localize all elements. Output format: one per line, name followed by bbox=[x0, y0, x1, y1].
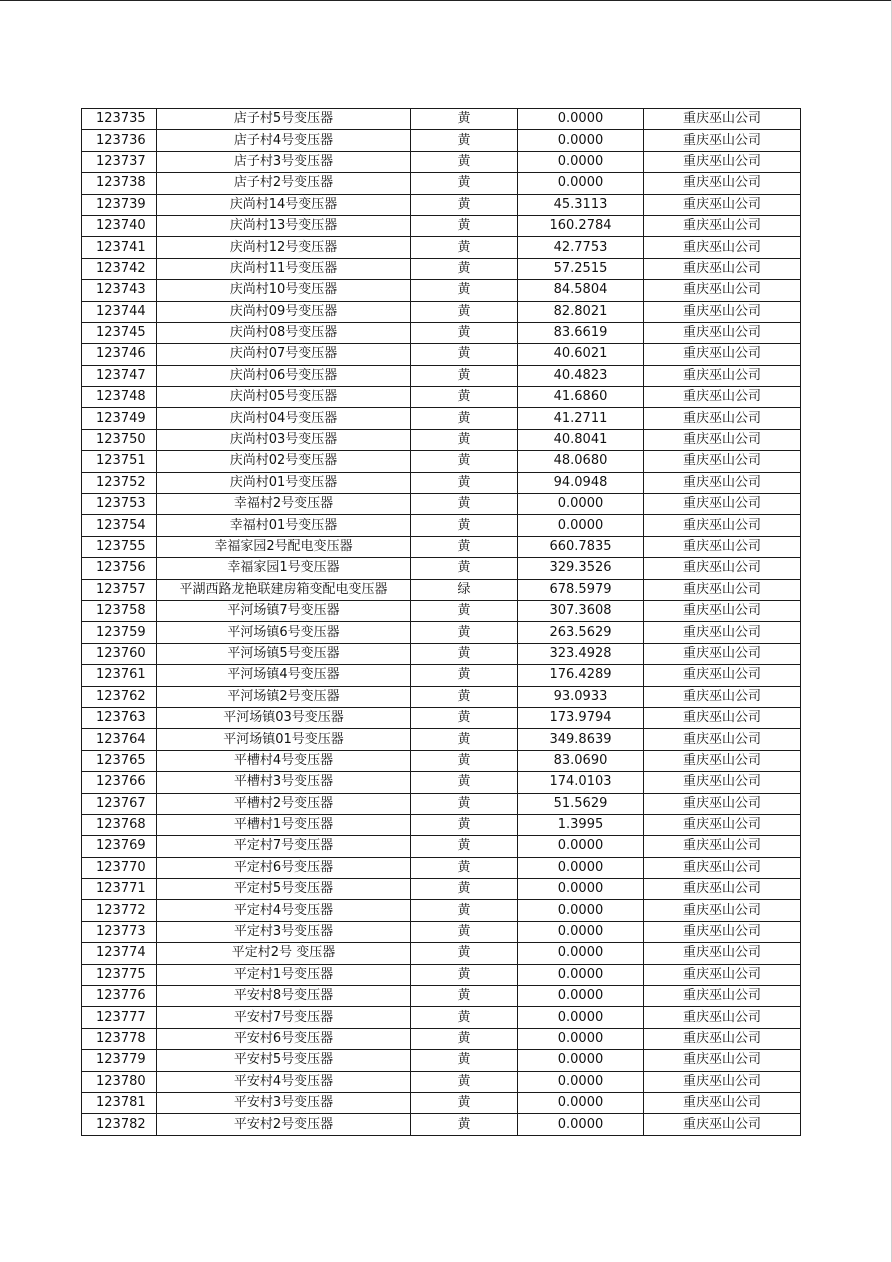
cell-status: 黄 bbox=[411, 879, 518, 900]
cell-company: 重庆巫山公司 bbox=[644, 1092, 801, 1113]
table-row bbox=[82, 579, 801, 600]
cell-transformer-name: 平槽村1号变压器 bbox=[157, 814, 411, 835]
cell-status: 黄 bbox=[411, 301, 518, 322]
table-row bbox=[82, 536, 801, 557]
table-row bbox=[82, 408, 801, 429]
cell-id: 123735 bbox=[82, 109, 157, 130]
table-row bbox=[82, 665, 801, 686]
table-row bbox=[82, 1007, 801, 1028]
table-row bbox=[82, 986, 801, 1007]
cell-transformer-name: 平安村8号变压器 bbox=[157, 986, 411, 1007]
cell-company: 重庆巫山公司 bbox=[644, 1028, 801, 1049]
cell-status: 黄 bbox=[411, 986, 518, 1007]
cell-company: 重庆巫山公司 bbox=[644, 344, 801, 365]
cell-company: 重庆巫山公司 bbox=[644, 429, 801, 450]
cell-value: 349.8639 bbox=[518, 729, 644, 750]
cell-value: 0.0000 bbox=[518, 879, 644, 900]
cell-status: 黄 bbox=[411, 1114, 518, 1135]
cell-id: 123738 bbox=[82, 173, 157, 194]
cell-company: 重庆巫山公司 bbox=[644, 494, 801, 515]
cell-value: 84.5804 bbox=[518, 280, 644, 301]
cell-status: 黄 bbox=[411, 622, 518, 643]
cell-status: 黄 bbox=[411, 964, 518, 985]
table-row bbox=[82, 879, 801, 900]
cell-transformer-name: 平定村2号 变压器 bbox=[157, 943, 411, 964]
cell-value: 45.3113 bbox=[518, 194, 644, 215]
cell-company: 重庆巫山公司 bbox=[644, 707, 801, 728]
cell-value: 0.0000 bbox=[518, 1007, 644, 1028]
cell-value: 176.4289 bbox=[518, 665, 644, 686]
cell-value: 40.4823 bbox=[518, 365, 644, 386]
cell-transformer-name: 幸福家园2号配电变压器 bbox=[157, 536, 411, 557]
cell-id: 123745 bbox=[82, 322, 157, 343]
cell-status: 黄 bbox=[411, 494, 518, 515]
cell-transformer-name: 庆尚村06号变压器 bbox=[157, 365, 411, 386]
cell-value: 323.4928 bbox=[518, 643, 644, 664]
table-row bbox=[82, 280, 801, 301]
table-row bbox=[82, 151, 801, 172]
cell-status: 黄 bbox=[411, 772, 518, 793]
table-body bbox=[82, 109, 801, 1136]
table-row bbox=[82, 451, 801, 472]
cell-id: 123760 bbox=[82, 643, 157, 664]
cell-id: 123741 bbox=[82, 237, 157, 258]
cell-transformer-name: 庆尚村01号变压器 bbox=[157, 472, 411, 493]
cell-company: 重庆巫山公司 bbox=[644, 215, 801, 236]
cell-value: 0.0000 bbox=[518, 1114, 644, 1135]
cell-value: 41.6860 bbox=[518, 387, 644, 408]
cell-id: 123764 bbox=[82, 729, 157, 750]
cell-status: 黄 bbox=[411, 429, 518, 450]
cell-transformer-name: 庆尚村07号变压器 bbox=[157, 344, 411, 365]
table-row bbox=[82, 836, 801, 857]
cell-transformer-name: 幸福村01号变压器 bbox=[157, 515, 411, 536]
cell-value: 0.0000 bbox=[518, 151, 644, 172]
cell-id: 123739 bbox=[82, 194, 157, 215]
cell-value: 82.8021 bbox=[518, 301, 644, 322]
cell-transformer-name: 店子村2号变压器 bbox=[157, 173, 411, 194]
cell-value: 40.8041 bbox=[518, 429, 644, 450]
table-row bbox=[82, 793, 801, 814]
table-row bbox=[82, 237, 801, 258]
table-row bbox=[82, 429, 801, 450]
table-row bbox=[82, 814, 801, 835]
cell-company: 重庆巫山公司 bbox=[644, 109, 801, 130]
cell-status: 黄 bbox=[411, 836, 518, 857]
cell-transformer-name: 平河场镇01号变压器 bbox=[157, 729, 411, 750]
table-row bbox=[82, 494, 801, 515]
cell-value: 0.0000 bbox=[518, 1028, 644, 1049]
cell-id: 123743 bbox=[82, 280, 157, 301]
cell-value: 57.2515 bbox=[518, 258, 644, 279]
cell-id: 123772 bbox=[82, 900, 157, 921]
cell-id: 123767 bbox=[82, 793, 157, 814]
cell-status: 黄 bbox=[411, 921, 518, 942]
table-row bbox=[82, 857, 801, 878]
table-row bbox=[82, 622, 801, 643]
cell-transformer-name: 店子村3号变压器 bbox=[157, 151, 411, 172]
cell-transformer-name: 平定村1号变压器 bbox=[157, 964, 411, 985]
table-row bbox=[82, 1092, 801, 1113]
cell-company: 重庆巫山公司 bbox=[644, 365, 801, 386]
cell-id: 123751 bbox=[82, 451, 157, 472]
cell-company: 重庆巫山公司 bbox=[644, 665, 801, 686]
cell-transformer-name: 平河场镇5号变压器 bbox=[157, 643, 411, 664]
cell-id: 123754 bbox=[82, 515, 157, 536]
cell-transformer-name: 幸福家园1号变压器 bbox=[157, 558, 411, 579]
cell-status: 黄 bbox=[411, 215, 518, 236]
cell-company: 重庆巫山公司 bbox=[644, 515, 801, 536]
cell-value: 660.7835 bbox=[518, 536, 644, 557]
cell-transformer-name: 庆尚村08号变压器 bbox=[157, 322, 411, 343]
cell-id: 123774 bbox=[82, 943, 157, 964]
cell-id: 123768 bbox=[82, 814, 157, 835]
table-row bbox=[82, 943, 801, 964]
cell-value: 94.0948 bbox=[518, 472, 644, 493]
cell-status: 黄 bbox=[411, 558, 518, 579]
cell-value: 51.5629 bbox=[518, 793, 644, 814]
cell-company: 重庆巫山公司 bbox=[644, 643, 801, 664]
cell-company: 重庆巫山公司 bbox=[644, 986, 801, 1007]
cell-id: 123765 bbox=[82, 750, 157, 771]
table-row bbox=[82, 301, 801, 322]
cell-id: 123761 bbox=[82, 665, 157, 686]
cell-status: 黄 bbox=[411, 173, 518, 194]
cell-value: 678.5979 bbox=[518, 579, 644, 600]
cell-transformer-name: 平河场镇6号变压器 bbox=[157, 622, 411, 643]
cell-id: 123752 bbox=[82, 472, 157, 493]
table-row bbox=[82, 1050, 801, 1071]
cell-company: 重庆巫山公司 bbox=[644, 750, 801, 771]
cell-value: 263.5629 bbox=[518, 622, 644, 643]
cell-transformer-name: 店子村4号变压器 bbox=[157, 130, 411, 151]
table-row bbox=[82, 472, 801, 493]
cell-status: 黄 bbox=[411, 1007, 518, 1028]
cell-id: 123773 bbox=[82, 921, 157, 942]
cell-value: 41.2711 bbox=[518, 408, 644, 429]
cell-value: 0.0000 bbox=[518, 836, 644, 857]
cell-transformer-name: 平槽村2号变压器 bbox=[157, 793, 411, 814]
cell-transformer-name: 庆尚村13号变压器 bbox=[157, 215, 411, 236]
cell-transformer-name: 平河场镇7号变压器 bbox=[157, 600, 411, 621]
cell-transformer-name: 平定村4号变压器 bbox=[157, 900, 411, 921]
cell-status: 黄 bbox=[411, 900, 518, 921]
cell-company: 重庆巫山公司 bbox=[644, 151, 801, 172]
table-row bbox=[82, 515, 801, 536]
cell-status: 黄 bbox=[411, 600, 518, 621]
cell-value: 48.0680 bbox=[518, 451, 644, 472]
table-row bbox=[82, 173, 801, 194]
cell-company: 重庆巫山公司 bbox=[644, 322, 801, 343]
table-row bbox=[82, 643, 801, 664]
cell-transformer-name: 庆尚村04号变压器 bbox=[157, 408, 411, 429]
cell-status: 黄 bbox=[411, 472, 518, 493]
cell-value: 40.6021 bbox=[518, 344, 644, 365]
cell-id: 123753 bbox=[82, 494, 157, 515]
cell-company: 重庆巫山公司 bbox=[644, 1050, 801, 1071]
cell-status: 绿 bbox=[411, 579, 518, 600]
cell-id: 123778 bbox=[82, 1028, 157, 1049]
cell-value: 0.0000 bbox=[518, 494, 644, 515]
cell-status: 黄 bbox=[411, 344, 518, 365]
cell-transformer-name: 平河场镇4号变压器 bbox=[157, 665, 411, 686]
cell-company: 重庆巫山公司 bbox=[644, 237, 801, 258]
cell-id: 123736 bbox=[82, 130, 157, 151]
cell-id: 123740 bbox=[82, 215, 157, 236]
cell-company: 重庆巫山公司 bbox=[644, 793, 801, 814]
table-row bbox=[82, 215, 801, 236]
cell-transformer-name: 平安村6号变压器 bbox=[157, 1028, 411, 1049]
cell-id: 123777 bbox=[82, 1007, 157, 1028]
cell-status: 黄 bbox=[411, 943, 518, 964]
cell-company: 重庆巫山公司 bbox=[644, 943, 801, 964]
cell-status: 黄 bbox=[411, 130, 518, 151]
cell-status: 黄 bbox=[411, 1071, 518, 1092]
cell-company: 重庆巫山公司 bbox=[644, 451, 801, 472]
cell-id: 123744 bbox=[82, 301, 157, 322]
cell-company: 重庆巫山公司 bbox=[644, 1114, 801, 1135]
table-row bbox=[82, 750, 801, 771]
table-row bbox=[82, 600, 801, 621]
cell-transformer-name: 平槽村4号变压器 bbox=[157, 750, 411, 771]
cell-id: 123750 bbox=[82, 429, 157, 450]
cell-value: 0.0000 bbox=[518, 109, 644, 130]
cell-status: 黄 bbox=[411, 793, 518, 814]
cell-id: 123757 bbox=[82, 579, 157, 600]
table-row bbox=[82, 1028, 801, 1049]
table-row bbox=[82, 258, 801, 279]
cell-company: 重庆巫山公司 bbox=[644, 686, 801, 707]
cell-id: 123782 bbox=[82, 1114, 157, 1135]
cell-value: 0.0000 bbox=[518, 986, 644, 1007]
cell-company: 重庆巫山公司 bbox=[644, 579, 801, 600]
table-row bbox=[82, 686, 801, 707]
cell-status: 黄 bbox=[411, 151, 518, 172]
cell-id: 123771 bbox=[82, 879, 157, 900]
cell-company: 重庆巫山公司 bbox=[644, 130, 801, 151]
cell-company: 重庆巫山公司 bbox=[644, 836, 801, 857]
cell-id: 123737 bbox=[82, 151, 157, 172]
cell-id: 123746 bbox=[82, 344, 157, 365]
table-row bbox=[82, 1114, 801, 1135]
cell-id: 123748 bbox=[82, 387, 157, 408]
cell-status: 黄 bbox=[411, 322, 518, 343]
cell-transformer-name: 平安村2号变压器 bbox=[157, 1114, 411, 1135]
cell-transformer-name: 庆尚村10号变压器 bbox=[157, 280, 411, 301]
cell-company: 重庆巫山公司 bbox=[644, 964, 801, 985]
cell-value: 83.0690 bbox=[518, 750, 644, 771]
cell-transformer-name: 平河场镇2号变压器 bbox=[157, 686, 411, 707]
cell-transformer-name: 庆尚村03号变压器 bbox=[157, 429, 411, 450]
cell-transformer-name: 平槽村3号变压器 bbox=[157, 772, 411, 793]
cell-value: 0.0000 bbox=[518, 943, 644, 964]
cell-transformer-name: 庆尚村05号变压器 bbox=[157, 387, 411, 408]
cell-status: 黄 bbox=[411, 707, 518, 728]
table-row bbox=[82, 1071, 801, 1092]
cell-transformer-name: 平湖西路龙艳联建房箱变配电变压器 bbox=[157, 579, 411, 600]
cell-id: 123776 bbox=[82, 986, 157, 1007]
cell-status: 黄 bbox=[411, 643, 518, 664]
cell-company: 重庆巫山公司 bbox=[644, 194, 801, 215]
cell-company: 重庆巫山公司 bbox=[644, 814, 801, 835]
cell-status: 黄 bbox=[411, 1092, 518, 1113]
cell-transformer-name: 平安村4号变压器 bbox=[157, 1071, 411, 1092]
table-row bbox=[82, 365, 801, 386]
cell-value: 83.6619 bbox=[518, 322, 644, 343]
table-row bbox=[82, 387, 801, 408]
table-row bbox=[82, 729, 801, 750]
cell-value: 93.0933 bbox=[518, 686, 644, 707]
table-row bbox=[82, 964, 801, 985]
cell-status: 黄 bbox=[411, 194, 518, 215]
cell-id: 123779 bbox=[82, 1050, 157, 1071]
cell-company: 重庆巫山公司 bbox=[644, 258, 801, 279]
cell-status: 黄 bbox=[411, 365, 518, 386]
cell-id: 123759 bbox=[82, 622, 157, 643]
table-row bbox=[82, 921, 801, 942]
table-row bbox=[82, 772, 801, 793]
cell-value: 0.0000 bbox=[518, 515, 644, 536]
cell-transformer-name: 平河场镇03号变压器 bbox=[157, 707, 411, 728]
cell-value: 174.0103 bbox=[518, 772, 644, 793]
cell-id: 123770 bbox=[82, 857, 157, 878]
cell-value: 0.0000 bbox=[518, 1050, 644, 1071]
cell-transformer-name: 庆尚村11号变压器 bbox=[157, 258, 411, 279]
cell-transformer-name: 幸福村2号变压器 bbox=[157, 494, 411, 515]
cell-transformer-name: 平定村6号变压器 bbox=[157, 857, 411, 878]
cell-transformer-name: 平安村3号变压器 bbox=[157, 1092, 411, 1113]
cell-company: 重庆巫山公司 bbox=[644, 472, 801, 493]
cell-company: 重庆巫山公司 bbox=[644, 622, 801, 643]
cell-company: 重庆巫山公司 bbox=[644, 280, 801, 301]
cell-value: 173.9794 bbox=[518, 707, 644, 728]
cell-status: 黄 bbox=[411, 387, 518, 408]
cell-status: 黄 bbox=[411, 857, 518, 878]
cell-value: 0.0000 bbox=[518, 964, 644, 985]
cell-status: 黄 bbox=[411, 536, 518, 557]
cell-transformer-name: 平定村7号变压器 bbox=[157, 836, 411, 857]
cell-transformer-name: 平安村7号变压器 bbox=[157, 1007, 411, 1028]
cell-status: 黄 bbox=[411, 750, 518, 771]
table-row bbox=[82, 109, 801, 130]
cell-transformer-name: 平定村5号变压器 bbox=[157, 879, 411, 900]
cell-value: 0.0000 bbox=[518, 1071, 644, 1092]
cell-value: 0.0000 bbox=[518, 900, 644, 921]
table-row bbox=[82, 558, 801, 579]
table-row bbox=[82, 900, 801, 921]
cell-id: 123747 bbox=[82, 365, 157, 386]
cell-value: 0.0000 bbox=[518, 921, 644, 942]
cell-status: 黄 bbox=[411, 729, 518, 750]
table-row bbox=[82, 194, 801, 215]
table-row bbox=[82, 130, 801, 151]
cell-status: 黄 bbox=[411, 237, 518, 258]
table-row bbox=[82, 322, 801, 343]
cell-value: 1.3995 bbox=[518, 814, 644, 835]
cell-id: 123769 bbox=[82, 836, 157, 857]
cell-company: 重庆巫山公司 bbox=[644, 301, 801, 322]
cell-id: 123781 bbox=[82, 1092, 157, 1113]
cell-value: 42.7753 bbox=[518, 237, 644, 258]
cell-status: 黄 bbox=[411, 109, 518, 130]
cell-value: 329.3526 bbox=[518, 558, 644, 579]
cell-status: 黄 bbox=[411, 665, 518, 686]
cell-status: 黄 bbox=[411, 258, 518, 279]
cell-value: 0.0000 bbox=[518, 1092, 644, 1113]
cell-transformer-name: 庆尚村12号变压器 bbox=[157, 237, 411, 258]
cell-id: 123780 bbox=[82, 1071, 157, 1092]
cell-status: 黄 bbox=[411, 515, 518, 536]
cell-transformer-name: 平定村3号变压器 bbox=[157, 921, 411, 942]
transformer-table bbox=[81, 108, 801, 1136]
cell-company: 重庆巫山公司 bbox=[644, 772, 801, 793]
cell-status: 黄 bbox=[411, 451, 518, 472]
cell-value: 0.0000 bbox=[518, 857, 644, 878]
cell-transformer-name: 庆尚村14号变压器 bbox=[157, 194, 411, 215]
cell-value: 0.0000 bbox=[518, 130, 644, 151]
cell-id: 123762 bbox=[82, 686, 157, 707]
cell-transformer-name: 店子村5号变压器 bbox=[157, 109, 411, 130]
cell-status: 黄 bbox=[411, 814, 518, 835]
cell-value: 0.0000 bbox=[518, 173, 644, 194]
cell-status: 黄 bbox=[411, 1050, 518, 1071]
table-row bbox=[82, 707, 801, 728]
cell-company: 重庆巫山公司 bbox=[644, 1071, 801, 1092]
cell-id: 123749 bbox=[82, 408, 157, 429]
cell-value: 160.2784 bbox=[518, 215, 644, 236]
cell-status: 黄 bbox=[411, 280, 518, 301]
cell-status: 黄 bbox=[411, 408, 518, 429]
cell-company: 重庆巫山公司 bbox=[644, 173, 801, 194]
page-top-border bbox=[0, 0, 892, 1]
table-row bbox=[82, 344, 801, 365]
cell-value: 307.3608 bbox=[518, 600, 644, 621]
cell-id: 123763 bbox=[82, 707, 157, 728]
cell-id: 123756 bbox=[82, 558, 157, 579]
cell-company: 重庆巫山公司 bbox=[644, 558, 801, 579]
cell-transformer-name: 平安村5号变压器 bbox=[157, 1050, 411, 1071]
cell-transformer-name: 庆尚村02号变压器 bbox=[157, 451, 411, 472]
cell-status: 黄 bbox=[411, 686, 518, 707]
cell-id: 123758 bbox=[82, 600, 157, 621]
cell-company: 重庆巫山公司 bbox=[644, 729, 801, 750]
cell-company: 重庆巫山公司 bbox=[644, 900, 801, 921]
cell-company: 重庆巫山公司 bbox=[644, 408, 801, 429]
cell-company: 重庆巫山公司 bbox=[644, 921, 801, 942]
cell-id: 123742 bbox=[82, 258, 157, 279]
cell-transformer-name: 庆尚村09号变压器 bbox=[157, 301, 411, 322]
cell-company: 重庆巫山公司 bbox=[644, 857, 801, 878]
cell-company: 重庆巫山公司 bbox=[644, 536, 801, 557]
cell-company: 重庆巫山公司 bbox=[644, 1007, 801, 1028]
cell-status: 黄 bbox=[411, 1028, 518, 1049]
cell-id: 123755 bbox=[82, 536, 157, 557]
cell-company: 重庆巫山公司 bbox=[644, 600, 801, 621]
cell-id: 123766 bbox=[82, 772, 157, 793]
cell-company: 重庆巫山公司 bbox=[644, 879, 801, 900]
cell-id: 123775 bbox=[82, 964, 157, 985]
cell-company: 重庆巫山公司 bbox=[644, 387, 801, 408]
